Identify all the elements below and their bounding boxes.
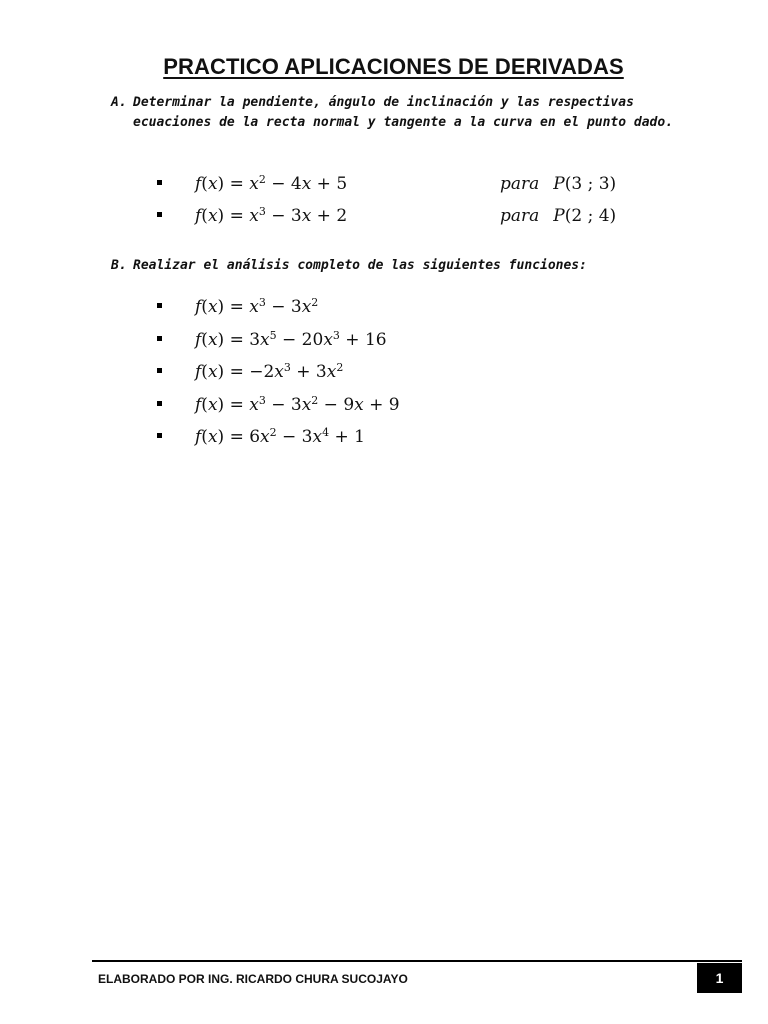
page-title: PRACTICO APLICACIONES DE DERIVADAS xyxy=(163,54,624,79)
function-formula: $f(x) = x^3 - 3x^2$ xyxy=(195,296,319,317)
given-point xyxy=(500,173,616,195)
function-formula: $f(x) = x^2 - 4x + 5$ xyxy=(195,173,348,194)
bullet-icon xyxy=(157,336,162,341)
para-keyword: para xyxy=(500,206,540,226)
footer-author: ELABORADO POR ING. RICARDO CHURA SUCOJAYO xyxy=(98,972,408,986)
section-b-heading xyxy=(111,256,681,276)
function-formula: $f(x) = -2x^3 + 3x^2$ xyxy=(195,361,344,382)
bullet-icon xyxy=(157,401,162,406)
function-formula: $f(x) = 6x^2 - 3x^4 + 1$ xyxy=(195,426,365,447)
footer-divider xyxy=(92,960,742,962)
section-b-marker: B. xyxy=(111,258,127,273)
bullet-icon xyxy=(157,368,162,373)
function-item xyxy=(0,361,768,391)
function-item xyxy=(0,296,768,326)
function-item xyxy=(0,394,768,424)
bullet-icon xyxy=(157,212,162,217)
function-formula: $f(x) = 3x^5 - 20x^3 + 16$ xyxy=(195,328,387,350)
point-name: P xyxy=(553,174,565,194)
bullet-icon xyxy=(157,433,162,438)
section-a-marker: A. xyxy=(111,95,127,110)
page-number: 1 xyxy=(697,963,742,993)
para-keyword: para xyxy=(500,174,540,194)
function-item xyxy=(0,426,768,456)
function-item xyxy=(0,173,768,203)
bullet-icon xyxy=(157,180,162,185)
point-name: P xyxy=(553,206,565,226)
section-a-heading xyxy=(111,93,681,133)
point-coordinates: (3 ; 3) xyxy=(564,174,617,194)
function-formula: $f(x) = x^3 - 3x^2 - 9x + 9$ xyxy=(195,393,400,415)
function-formula: $f(x) = x^3 - 3x + 2$ xyxy=(195,205,348,226)
section-b-text: Realizar el análisis completo de las siguientes funciones: xyxy=(133,258,587,273)
function-item xyxy=(0,205,768,235)
function-item xyxy=(0,329,768,359)
point-coordinates: (2 ; 4) xyxy=(564,206,617,226)
bullet-icon xyxy=(157,303,162,308)
given-point xyxy=(500,205,616,227)
section-a-text: Determinar la pendiente, ángulo de inclinación y las respectivas ecuaciones de la recta normal y tangente a la curva en el punto dado. xyxy=(133,95,674,130)
